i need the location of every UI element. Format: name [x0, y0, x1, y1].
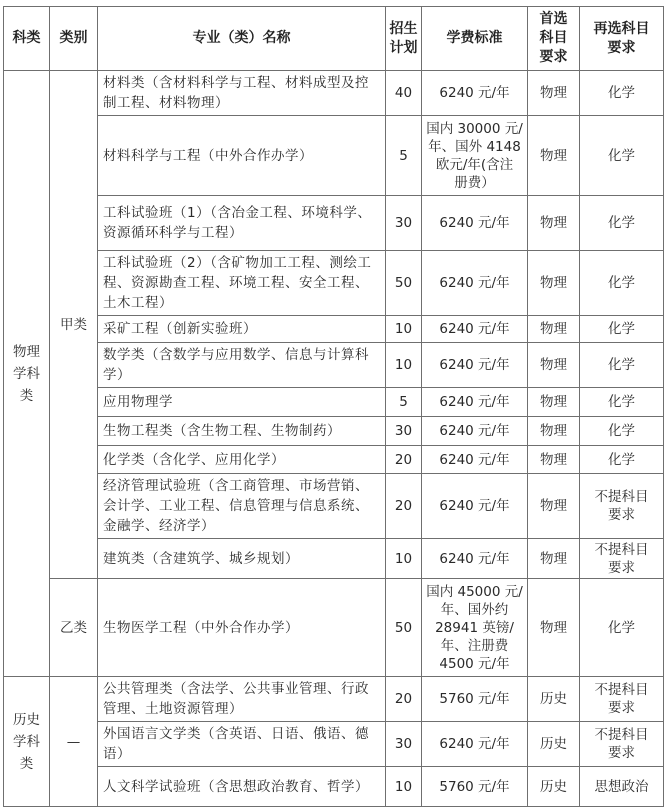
category-b: 乙类 — [50, 579, 98, 677]
fee-cell: 6240 元/年 — [422, 196, 528, 251]
table-row — [4, 446, 664, 474]
first-subject-cell: 物理 — [528, 539, 580, 579]
plan-cell: 10 — [386, 343, 422, 388]
fee-cell: 6240 元/年 — [422, 251, 528, 316]
plan-cell: 30 — [386, 722, 422, 767]
second-subject-cell: 不提科目 要求 — [580, 677, 664, 722]
fee-cell: 5760 元/年 — [422, 677, 528, 722]
header-subject: 科类 — [4, 7, 50, 71]
first-subject-cell: 历史 — [528, 767, 580, 807]
fee-cell: 6240 元/年 — [422, 388, 528, 417]
header-fee: 学费标准 — [422, 7, 528, 71]
category-a: 甲类 — [50, 71, 98, 579]
plan-cell: 20 — [386, 474, 422, 539]
second-subject-cell: 化学 — [580, 417, 664, 446]
fee-cell: 5760 元/年 — [422, 767, 528, 807]
major-cell: 经济管理试验班（含工商管理、市场营销、会计学、工业工程、信息管理与信息系统、金融学、经济学） — [98, 474, 386, 539]
fee-cell: 6240 元/年 — [422, 539, 528, 579]
fee-cell: 6240 元/年 — [422, 343, 528, 388]
major-cell: 人文科学试验班（含思想政治教育、哲学） — [98, 767, 386, 807]
second-subject-cell: 化学 — [580, 446, 664, 474]
fee-cell: 6240 元/年 — [422, 417, 528, 446]
first-subject-cell: 物理 — [528, 116, 580, 196]
major-cell: 生物医学工程（中外合作办学） — [98, 579, 386, 677]
second-subject-cell: 化学 — [580, 251, 664, 316]
header-row — [4, 7, 664, 71]
table-row — [4, 116, 664, 196]
header-major: 专业（类）名称 — [98, 7, 386, 71]
table-row — [4, 767, 664, 807]
first-subject-cell: 物理 — [528, 343, 580, 388]
table-row — [4, 251, 664, 316]
plan-cell: 5 — [386, 388, 422, 417]
table-row — [4, 196, 664, 251]
first-subject-cell: 历史 — [528, 677, 580, 722]
fee-cell: 6240 元/年 — [422, 316, 528, 343]
second-subject-cell: 化学 — [580, 196, 664, 251]
major-cell: 工科试验班（1）（含冶金工程、环境科学、资源循环科学与工程） — [98, 196, 386, 251]
first-subject-cell: 物理 — [528, 316, 580, 343]
first-subject-cell: 物理 — [528, 474, 580, 539]
second-subject-cell: 化学 — [580, 579, 664, 677]
table-row — [4, 722, 664, 767]
plan-cell: 30 — [386, 196, 422, 251]
table-row — [4, 579, 664, 677]
major-cell: 应用物理学 — [98, 388, 386, 417]
second-subject-cell: 不提科目 要求 — [580, 474, 664, 539]
plan-cell: 10 — [386, 539, 422, 579]
second-subject-cell: 化学 — [580, 71, 664, 116]
plan-cell: 30 — [386, 417, 422, 446]
second-subject-cell: 不提科目 要求 — [580, 722, 664, 767]
plan-cell: 10 — [386, 767, 422, 807]
fee-cell: 6240 元/年 — [422, 71, 528, 116]
second-subject-cell: 思想政治 — [580, 767, 664, 807]
second-subject-cell: 化学 — [580, 116, 664, 196]
admission-plan-table — [3, 6, 664, 807]
header-first-subject: 首选 科目 要求 — [528, 7, 580, 71]
major-cell: 材料科学与工程（中外合作办学） — [98, 116, 386, 196]
table-row — [4, 343, 664, 388]
plan-cell: 10 — [386, 316, 422, 343]
table-row — [4, 474, 664, 539]
table-row — [4, 539, 664, 579]
table-row — [4, 388, 664, 417]
table-row — [4, 677, 664, 722]
group-history: 历史 学科 类 — [4, 677, 50, 807]
second-subject-cell: 化学 — [580, 316, 664, 343]
first-subject-cell: 物理 — [528, 388, 580, 417]
plan-cell: 50 — [386, 251, 422, 316]
admission-table-container — [3, 6, 663, 807]
category-none: — — [50, 677, 98, 807]
table-row — [4, 417, 664, 446]
first-subject-cell: 物理 — [528, 196, 580, 251]
major-cell: 外国语言文学类（含英语、日语、俄语、德语） — [98, 722, 386, 767]
major-cell: 数学类（含数学与应用数学、信息与计算科学） — [98, 343, 386, 388]
first-subject-cell: 物理 — [528, 417, 580, 446]
second-subject-cell: 化学 — [580, 343, 664, 388]
major-cell: 材料类（含材料科学与工程、材料成型及控制工程、材料物理） — [98, 71, 386, 116]
fee-cell: 国内 45000 元/ 年、国外约 28941 英镑/ 年、注册费 4500 元/年 — [422, 579, 528, 677]
major-cell: 采矿工程（创新实验班） — [98, 316, 386, 343]
plan-cell: 50 — [386, 579, 422, 677]
first-subject-cell: 历史 — [528, 722, 580, 767]
fee-cell: 6240 元/年 — [422, 446, 528, 474]
major-cell: 生物工程类（含生物工程、生物制药） — [98, 417, 386, 446]
second-subject-cell: 化学 — [580, 388, 664, 417]
header-category: 类别 — [50, 7, 98, 71]
plan-cell: 40 — [386, 71, 422, 116]
group-physics: 物理 学科 类 — [4, 71, 50, 677]
table-row — [4, 71, 664, 116]
major-cell: 建筑类（含建筑学、城乡规划） — [98, 539, 386, 579]
major-cell: 公共管理类（含法学、公共事业管理、行政管理、土地资源管理） — [98, 677, 386, 722]
table-row — [4, 316, 664, 343]
fee-cell: 国内 30000 元/ 年、国外 4148 欧元/年(含注 册费） — [422, 116, 528, 196]
header-second-subject: 再选科目 要求 — [580, 7, 664, 71]
first-subject-cell: 物理 — [528, 251, 580, 316]
fee-cell: 6240 元/年 — [422, 474, 528, 539]
major-cell: 化学类（含化学、应用化学） — [98, 446, 386, 474]
plan-cell: 5 — [386, 116, 422, 196]
first-subject-cell: 物理 — [528, 446, 580, 474]
first-subject-cell: 物理 — [528, 71, 580, 116]
header-plan: 招生 计划 — [386, 7, 422, 71]
second-subject-cell: 不提科目 要求 — [580, 539, 664, 579]
plan-cell: 20 — [386, 446, 422, 474]
first-subject-cell: 物理 — [528, 579, 580, 677]
major-cell: 工科试验班（2）（含矿物加工工程、测绘工程、资源勘查工程、环境工程、安全工程、土木工程） — [98, 251, 386, 316]
plan-cell: 20 — [386, 677, 422, 722]
fee-cell: 6240 元/年 — [422, 722, 528, 767]
